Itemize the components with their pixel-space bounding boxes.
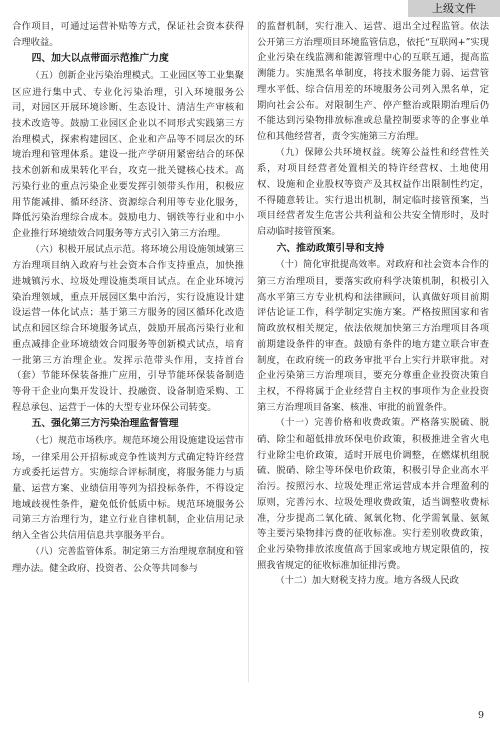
paragraph-9 [257,145,489,240]
paragraph-12-body: 地方各级人民政 [393,575,459,587]
paragraph-12-lead: （十二）加大财税支持力度。 [275,576,394,587]
paragraph-8-continued: 的监督机制，实行准入、运营、退出全过程监管。依法公开第三方治理项目环境监管信息，依托“互联网+”实现企业污染在线监测和能源管理中心的互联互通，提高监测能力。实施黑名单制度，将技术服务能力弱、运营管理水平低、综合信用差的环境服务公司列入黑名单，定期向社会公布。对限制生产、停产整治或限期治理后仍不能达到污染物排放标准或总量控制要求等的企事业单位和其他经营者，责令实施第三方治理。 [257,21,489,142]
paragraph-11-lead: （十一）完善价格和收费政策。 [275,418,411,429]
paragraph-10-lead: （十）简化审批提高效率。 [275,260,386,271]
paragraph-9-body: 统筹公益性和经营性关系，对项目经营者处置相关的特许经营权、土地使用权、设施和企业股权等资产及其权益作出限制性约定，不得随意转让。实行退出机制，制定临时接管预案，当项目经营者发生危害公共利益和公共安全情形时，及时启动临时接管预案。 [257,146,489,238]
paragraph-8-lead: （八）完善监管体系。 [30,546,123,557]
paragraph-6-body: 将环境公用设施领域第三方治理项目纳入政府与社会资本合作支持重点，加快推进城镇污水、垃圾处理设施类项目试点。在企业环境污染治理领域，重点开展园区集中治污，实行设施设计建设运营一体化试点；基于第三方服务的园区循环化改造试点和园区综合环境服务试点，鼓励开展高污染行业和重点减排企业环境绩效合同服务等创新模式试点，培育一批第三方治理企业。发挥示范带头作用，支持首台（套）节能环保装备推广应用，引导节能环保装备制造等骨干企业向集开发设计、投融资、设备制造采购、工程总承包、运营于一体的大型专业环保公司转变。 [12,243,244,413]
paragraph-8-body: 制定第三方治理规章制度和管理办法。健全政府、投资者、公众等共同参与 [12,545,244,574]
paragraph-10 [257,257,489,415]
right-column [257,19,489,590]
paragraph-10-body: 对政府和社会资本合作的第三方治理项目，要落实政府科学决策机制，积极引入高水平第三方专业机构和法律顾问，认真做好项目前期评估论证工作，科学制定实施方案。严格按照国家和省简政放权相关规定，依法依规加快第三方治理项目各项前期建设条件的审查。鼓励有条件的地方建立联合审查制度，在政府统一的政务审批平台上实行并联审批。对企业污染第三方治理项目，要充分尊重企业投资决策自主权，不得将属于企业经营自主权的事项作为企业投资第三方治理项目备案、核准、审批的前置条件。 [257,259,489,413]
section-heading-4: 四、加大以点带面示范推广力度 [31,53,169,65]
paragraph-5-lead: （五）创新企业污染治理模式。 [30,70,160,81]
paragraph-intro-continued: 合作项目，可通过运营补贴等方式，保证社会资本获得合理收益。 [12,21,244,48]
page-number: 9 [477,710,484,721]
column-divider [248,22,249,682]
paragraph-6 [12,242,244,416]
paragraph-5-body: 工业园区等工业集聚区应进行集中式、专业化污染治理，引入环境服务公司，对园区开展环境诊断、生态设计、清洁生产审核和技术改造等。鼓励工业园区企业以不同形式实践第三方治理模式，探索构建园区、企业和产品等不同层次的环境治理和管理体系。建设一批产学研用紧密结合的环保技术创新和成果转化平台，攻克一批关键核心技术。高污染行业的重点污染企业要发挥引领带头作用，积极应用节能减排、循环经济、资源综合利用等专业化服务，降低污染治理综合成本。鼓励电力、钢铁等行业和中小企业推行环境绩效合同服务等方式引入第三方治理。 [12,69,244,239]
section-heading-6: 六、推动政策引导和支持 [276,242,385,254]
paragraph-7 [12,433,244,544]
section-heading-5: 五、强化第三方污染治理监督管理 [31,418,179,430]
section-label: 上级文件 [432,2,476,15]
left-column [12,19,244,576]
paragraph-7-body: 规范环境公用设施建设运营市场，一律采用公开招标或竞争性谈判方式确定特许经营方或委托运营方。实施综合评标制度，将服务能力与质量、运营方案、业绩信用等列为招投标条件，不得设定地域歧视性条件，避免低价低质中标。规范环境服务公司第三方治理行为，建立行业自律机制，企业信用记录纳入全省公共信用信息共享服务平台。 [12,434,244,542]
paragraph-11-body: 严格落实脱硫、脱硝、除尘和超低排放环保电价政策，积极推进全省火电行业除尘电价政策，适时开展电价调整，在燃煤机组脱硫、脱硝、除尘等环保电价政策，积极引导企业高水平治污。按照污水、垃圾处理正常运营成本并合理盈利的原则，完善污水、垃圾处理收费政策，适当调整收费标准，分步提高二氧化硫、氮氧化物、化学需氧量、氨氮等主要污染物排污费的征收标准。实行差别收费政策，企业污染物排放浓度值高于国家或地方规定限值的，按照我省规定的征收标准加征排污费。 [257,417,489,571]
paragraph-5 [12,68,244,242]
paragraph-8 [12,544,244,576]
section-header-tab [408,0,500,17]
paragraph-7-lead: （七）规范市场秩序。 [30,435,123,446]
paragraph-11 [257,415,489,573]
paragraph-12 [257,573,489,590]
paragraph-9-lead: （九）保障公共环境权益。 [275,147,392,158]
paragraph-6-lead: （六）积极开展试点示范。 [30,244,141,255]
